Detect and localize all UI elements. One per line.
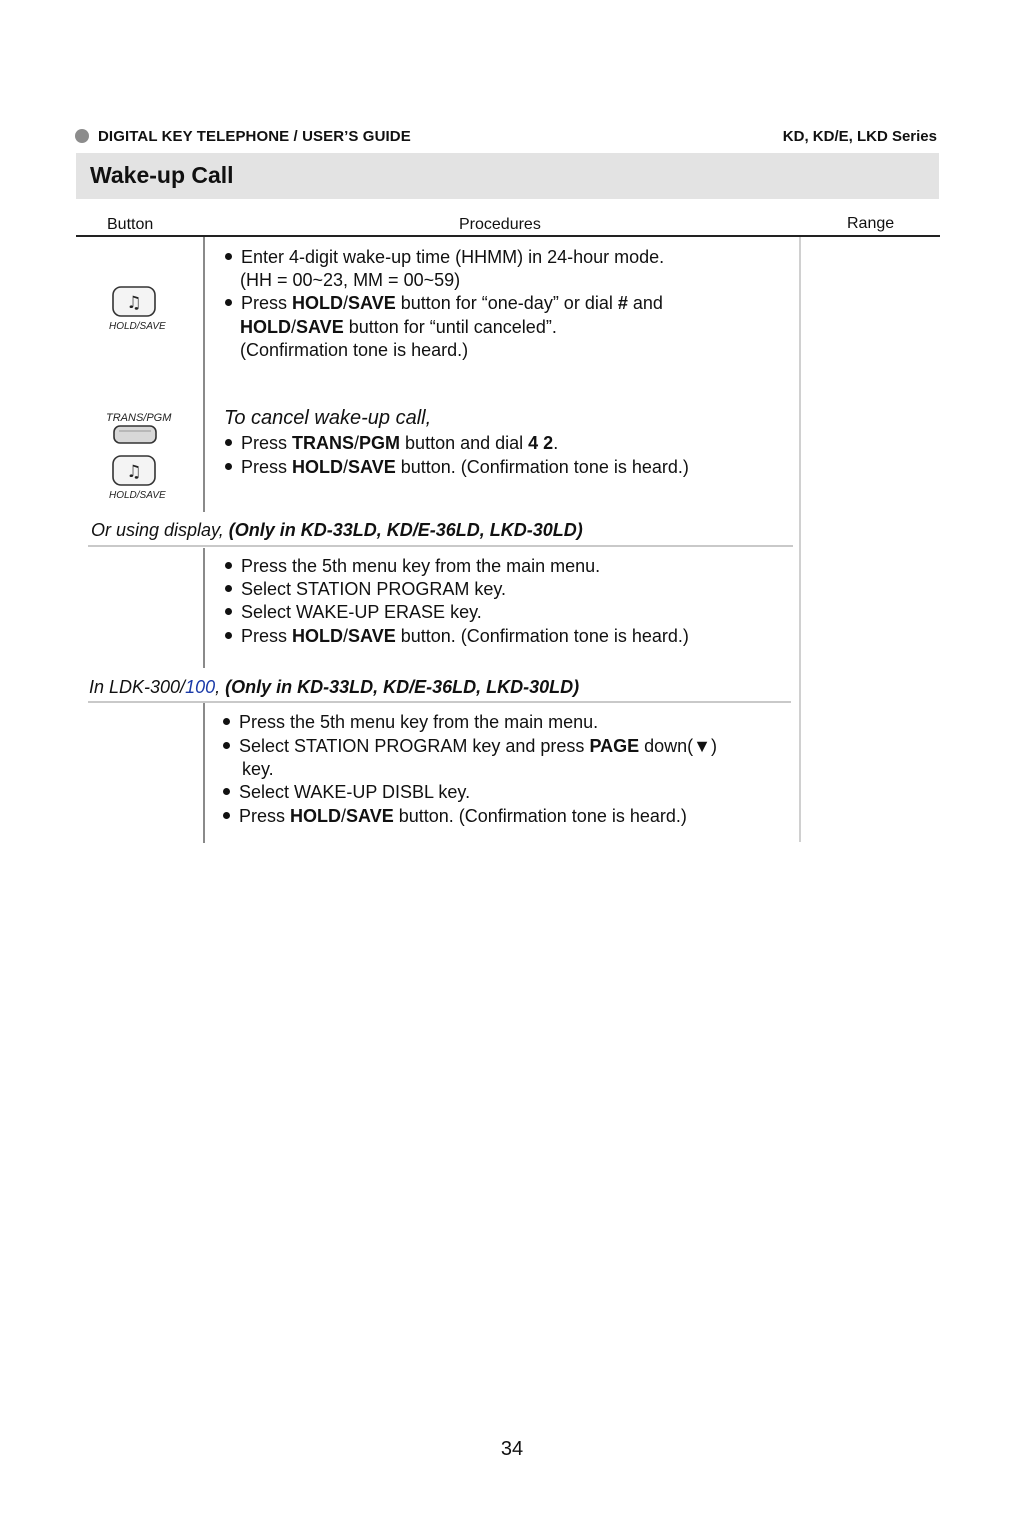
block1-line5: (Confirmation tone is heard.) [240,340,469,360]
bullet-icon [225,253,232,260]
bullet-icon [225,562,232,569]
page-title: Wake-up Call [90,162,234,188]
section4-line2: Select STATION PROGRAM key and press PAGE down(▼) [223,735,717,759]
trans-pgm-button-icon [113,425,157,445]
bullet-icon [225,463,232,470]
column-divider-2 [203,548,205,668]
bullet-icon [225,632,232,639]
column-divider-1 [203,237,205,512]
section4-line4: Select WAKE-UP DISBL key. [223,781,470,805]
hold-save-button-icon-2 [111,455,157,487]
section3-line3: Select WAKE-UP ERASE key. [225,601,482,625]
note-glyph: ♫ [126,293,142,313]
header-guide-title: DIGITAL KEY TELEPHONE / USER’S GUIDE [98,128,411,145]
section4-line3: key. [242,759,274,779]
section4-line1: Press the 5th menu key from the main menu. [223,711,598,735]
section-ldk-heading: In LDK-300/100, (Only in KD-33LD, KD/E-36LD, LKD-30LD) [89,677,580,697]
header-bullet-icon [75,129,89,143]
hold-save-button-icon [111,286,157,318]
bullet-icon [225,585,232,592]
block1-line4: HOLD/SAVE button for “until canceled”. [240,317,557,337]
header-rule [76,235,940,237]
column-header-procedures: Procedures [459,216,541,233]
column-divider-3 [203,703,205,843]
block1-line2: (HH = 00~23, MM = 00~59) [240,270,461,290]
hold-save-caption: HOLD/SAVE [109,321,166,332]
bullet-icon [225,299,232,306]
section4-line5: Press HOLD/SAVE button. (Confirmation tone is heard.) [223,805,687,829]
section3-line2: Select STATION PROGRAM key. [225,578,506,602]
bullet-icon [225,439,232,446]
column-header-range: Range [847,215,895,232]
range-column-divider [799,237,801,842]
bullet-icon [223,812,230,819]
header-series: KD, KD/E, LKD Series [782,128,937,145]
note-glyph-2: ♫ [126,462,142,482]
trans-pgm-caption: TRANS/PGM [106,412,172,424]
block2-line2: Press HOLD/SAVE button. (Confirmation tone is heard.) [225,456,689,480]
block2-line1: Press TRANS/PGM button and dial 4 2. [225,432,558,456]
bullet-icon [225,608,232,615]
block1-line3: Press HOLD/SAVE button for “one-day” or dial # and [225,292,663,316]
cancel-heading: To cancel wake-up call, [224,407,432,429]
section-display-heading: Or using display, (Only in KD-33LD, KD/E-36LD, LKD-30LD) [91,520,583,540]
section3-line4: Press HOLD/SAVE button. (Confirmation tone is heard.) [225,625,689,649]
section3-line1: Press the 5th menu key from the main menu. [225,555,600,579]
column-header-button: Button [107,216,154,233]
section-display-rule [88,545,793,547]
page-number: 34 [500,1438,524,1460]
section-ldk-rule [88,701,791,703]
block1-line1: Enter 4-digit wake-up time (HHMM) in 24-hour mode. [225,246,664,270]
bullet-icon [223,718,230,725]
bullet-icon [223,788,230,795]
hold-save-caption-2: HOLD/SAVE [109,490,166,501]
bullet-icon [223,742,230,749]
